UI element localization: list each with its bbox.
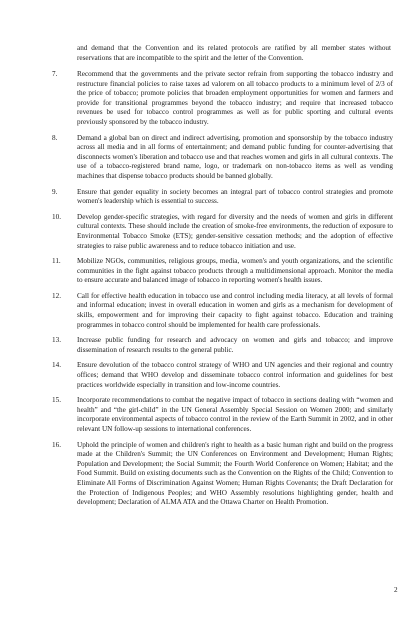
item-text: Ensure devolution of the tobacco control strategy of WHO and UN agencies and their regional and country offices; demand that WHO develop and disseminate tobacco control information and guidelines for best practices worldwide especially in transition and low-income countries.: [77, 361, 393, 389]
list-item-8: [52, 134, 393, 182]
item-number: 10.: [52, 212, 61, 221]
item-number: 13.: [52, 336, 61, 345]
item-text: Ensure that gender equality in society becomes an integral part of tobacco control strategies and promote women's leadership which is essential to success.: [77, 187, 393, 206]
item-text: Develop gender-specific strategies, with regard for diversity and the needs of women and girls in different cultural contexts. These should include the creation of smoke-free environments, the reduction of exposure to Environmental Tobacco Smoke (ETS); gender-sensitive cessation methods; and the adoption of effective strategies to raise public awareness and to reduce tobacco initiation and use.: [77, 212, 393, 250]
item-text: Incorporate recommendations to combat the negative impact of tobacco in sections dealing with “women and health” and “the girl-child” in the UN General Assembly Special Session on Women 2000; and similarly incorporate environmental aspects of tobacco control in the review of the Earth Summit in 2002, and in other relevant UN follow-up sessions to international conferences.: [77, 396, 393, 433]
item-text: Mobilize NGOs, communities, religious groups, media, women's and youth organizations, and the scientific communities in the fight against tobacco products through a multidimensional approach. Monitor the media to ensure accurate and balanced image of tobacco in reporting women's health issues.: [77, 257, 393, 285]
item-number: 8.: [52, 133, 58, 142]
item-number: 7.: [52, 70, 58, 78]
continuation-paragraph: and demand that the Convention and its related protocols are ratified by all member states without reservations that are incompatible to the spirit and the letter of the Convention.: [77, 44, 391, 62]
item-number: 14.: [52, 361, 61, 370]
list-item-10: [52, 213, 393, 251]
list-item-13: [52, 336, 393, 355]
item-text: Uphold the principle of women and children's right to health as a basic human right and build on the progress made at the Children's Summit; the UN Conferences on Environment and Development; Human Rights; Population and Development; the Social Summit; the Fourth World Conference on Women; Habitat; and the Food Summit. Build on existing documents such as the Convention on the Rights of the Child; Convention to Eliminate All Forms of Discrimination Against Women; Human Rights Covenants; the Draft Declaration for the Protection of Indigenous Peoples; and WHO Assembly resolutions highlighting gender, health and development; Declaration of ALMA ATA and the Ottawa Charter on Health Promotion.: [77, 440, 393, 507]
item-number: 15.: [52, 396, 61, 405]
list-item-14: [52, 361, 393, 390]
item-text: Recommend that the governments and the private sector refrain from supporting the tobacco industry and restructure financial policies to raise taxes ad valorem on all tobacco products to a minimum level of 2/3 of the price of tobacco; promote policies that broaden employment opportunities for women and farmers and provide for transitional programmes beyond the tobacco industry; and require that increased tobacco revenues be used for tobacco control programmes as well as for public sporting and cultural events previously sponsored by the tobacco industry.: [77, 70, 393, 126]
item-text: Call for effective health education in tobacco use and control including media literacy, at all levels of formal and informal education; invest in overall education in women and girls as a mechanism for development of skills, empowerment and for improving their capacity to fight against tobacco. Education and training programmes in tobacco control should be implemented for health care professionals.: [77, 291, 393, 329]
page-number: 2: [394, 586, 398, 594]
list-item-11: [52, 257, 393, 286]
item-text: Increase public funding for research and advocacy on women and girls and tobacco; and improve dissemination of research results to the general public.: [77, 336, 393, 354]
list-item-16: [52, 441, 393, 508]
item-number: 9.: [52, 187, 58, 196]
list-item-15: [52, 396, 393, 434]
list-item-12: [52, 292, 393, 330]
item-number: 12.: [52, 291, 61, 300]
item-text: Demand a global ban on direct and indirect advertising, promotion and sponsorship by the tobacco industry across all media and in all forms of entertainment; and demand public funding for counter-advertising that disconnects women's liberation and tobacco use and that reaches women and girls in all cultural contexts. The use of a tobacco-registered brand name, logo, or trademark on non-tobacco items as well as vending machines that dispense tobacco products should be banned globally.: [77, 133, 393, 180]
list-item-7: [52, 70, 393, 128]
item-number: 16.: [52, 440, 61, 449]
recommendations-list: [52, 70, 393, 514]
list-item-9: [52, 188, 393, 207]
item-number: 11.: [52, 257, 61, 266]
